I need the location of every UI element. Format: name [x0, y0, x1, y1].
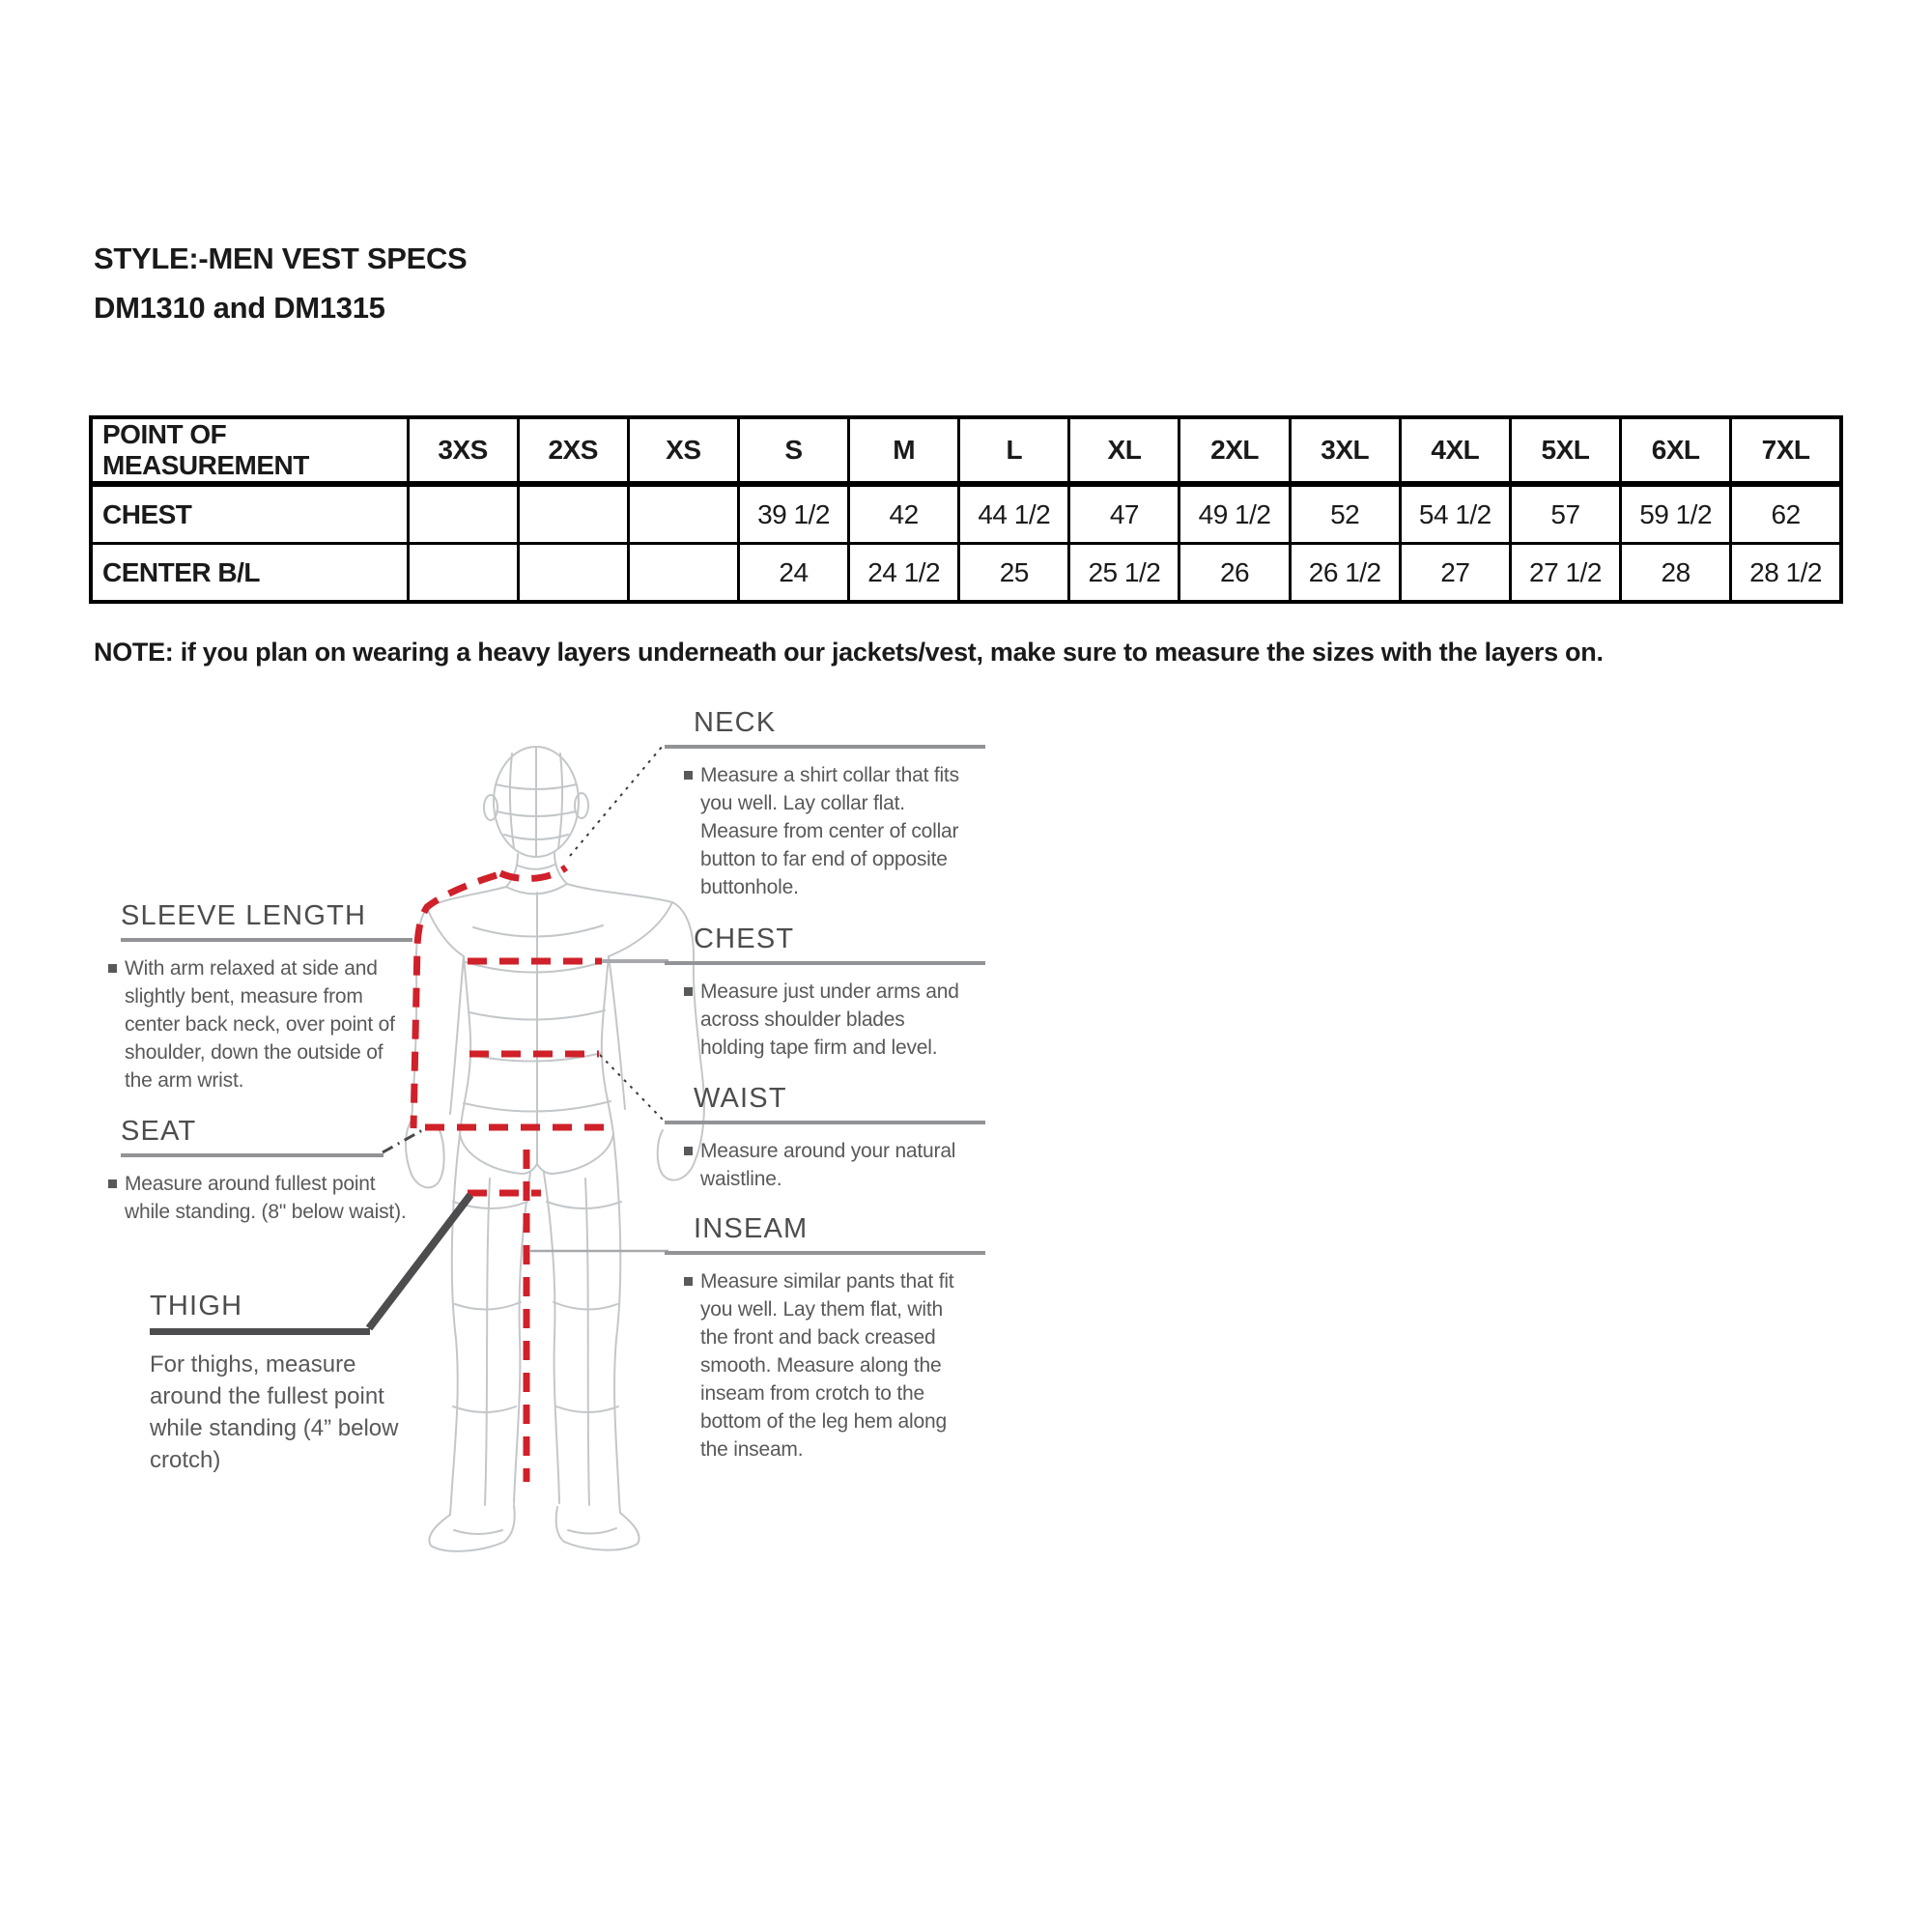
inseam-description: Measure similar pants that fit you well. Lay them flat, with the front and back creased smooth. Measure along the inseam from crotch to the bottom of the leg hem along the inseam.	[684, 1267, 974, 1463]
column-header-s: S	[738, 417, 848, 484]
bullet-square-icon	[684, 987, 693, 996]
chest-m: 42	[849, 484, 959, 544]
column-header-xl: XL	[1069, 417, 1179, 484]
bullet-square-icon	[108, 964, 117, 973]
column-header-point-of-measurement: POINT OF MEASUREMENT	[91, 417, 408, 484]
chest-xl: 47	[1069, 484, 1179, 544]
centerbl-m: 24 1/2	[849, 544, 959, 603]
chest-4xl: 54 1/2	[1400, 484, 1510, 544]
thigh-heading: THIGH	[150, 1291, 243, 1321]
chest-l: 44 1/2	[959, 484, 1069, 544]
neck-description: Measure a shirt collar that fits you well. Lay collar flat. Measure from center of collar button to far end of opposite buttonhole.	[684, 761, 974, 901]
centerbl-2xs	[518, 544, 628, 603]
chest-description: Measure just under arms and across shoulder blades holding tape firm and level.	[684, 978, 974, 1062]
chest-3xs	[408, 484, 518, 544]
chest-heading: CHEST	[694, 923, 795, 954]
column-header-3xl: 3XL	[1290, 417, 1400, 484]
column-header-6xl: 6XL	[1621, 417, 1731, 484]
chest-xs	[628, 484, 738, 544]
chest-5xl: 57	[1510, 484, 1620, 544]
chest-s: 39 1/2	[738, 484, 848, 544]
sleeve-measure-line	[413, 875, 497, 1128]
column-header-7xl: 7XL	[1731, 417, 1841, 484]
centerbl-xl: 25 1/2	[1069, 544, 1179, 603]
bullet-square-icon	[108, 1179, 117, 1188]
chest-2xs	[518, 484, 628, 544]
label-block-chest	[665, 923, 985, 1062]
inseam-heading: INSEAM	[694, 1213, 809, 1244]
seat-rule	[121, 1153, 384, 1157]
sleeve-length-heading: SLEEVE LENGTH	[121, 900, 367, 931]
chest-2xl: 49 1/2	[1179, 484, 1290, 544]
chest-3xl: 52	[1290, 484, 1400, 544]
label-block-sleeve-length	[106, 900, 425, 1094]
row-label-center-bl: CENTER B/L	[91, 544, 408, 603]
size-spec-table	[89, 415, 1843, 604]
label-block-waist	[665, 1083, 985, 1193]
centerbl-6xl: 28	[1621, 544, 1731, 603]
waist-description: Measure around your natural waistline.	[684, 1137, 974, 1193]
column-header-l: L	[959, 417, 1069, 484]
centerbl-7xl: 28 1/2	[1731, 544, 1841, 603]
centerbl-xs	[628, 544, 738, 603]
thigh-description: For thighs, measure around the fullest point while standing (4” below crotch)	[150, 1351, 399, 1473]
neck-rule	[665, 745, 985, 749]
seat-heading: SEAT	[121, 1116, 197, 1147]
waist-heading: WAIST	[694, 1083, 787, 1114]
centerbl-5xl: 27 1/2	[1510, 544, 1620, 603]
centerbl-l: 25	[959, 544, 1069, 603]
row-label-chest: CHEST	[91, 484, 408, 544]
centerbl-s: 24	[738, 544, 848, 603]
bullet-square-icon	[684, 771, 693, 780]
waist-rule	[665, 1121, 985, 1124]
chest-6xl: 59 1/2	[1621, 484, 1731, 544]
measurement-diagram	[87, 703, 987, 1555]
column-header-m: M	[849, 417, 959, 484]
inseam-rule	[665, 1251, 985, 1255]
column-header-xs: XS	[628, 417, 738, 484]
chest-rule	[665, 961, 985, 965]
table-row-chest	[91, 484, 1841, 544]
sleeve-length-rule	[121, 938, 412, 942]
column-header-2xl: 2XL	[1179, 417, 1290, 484]
neck-heading: NECK	[694, 707, 777, 738]
centerbl-4xl: 27	[1400, 544, 1510, 603]
column-header-5xl: 5XL	[1510, 417, 1620, 484]
table-row-center-bl	[91, 544, 1841, 603]
label-block-neck	[665, 707, 985, 901]
wireframe-mannequin	[406, 747, 704, 1551]
page-title: STYLE:-MEN VEST SPECS	[94, 242, 468, 275]
bullet-square-icon	[684, 1147, 693, 1155]
label-block-thigh	[150, 1291, 449, 1476]
label-block-inseam	[665, 1213, 985, 1463]
sleeve-length-description: With arm relaxed at side and slightly bent, measure from center back neck, over point of shoulder, down the outside of the arm wrist.	[108, 954, 408, 1094]
neck-leader-line	[570, 746, 663, 856]
centerbl-2xl: 26	[1179, 544, 1290, 603]
seat-description: Measure around fullest point while standing. (8" below waist).	[108, 1170, 408, 1226]
chest-7xl: 62	[1731, 484, 1841, 544]
label-block-seat	[106, 1116, 425, 1226]
thigh-rule	[150, 1328, 370, 1335]
column-header-2xs: 2XS	[518, 417, 628, 484]
table-header-row	[91, 417, 1841, 484]
layering-note: NOTE: if you plan on wearing a heavy layers underneath our jackets/vest, make sure to measure the sizes with the layers on.	[94, 638, 1604, 667]
column-header-3xs: 3XS	[408, 417, 518, 484]
bullet-square-icon	[684, 1277, 693, 1286]
style-codes: DM1310 and DM1315	[94, 291, 385, 325]
column-header-4xl: 4XL	[1400, 417, 1510, 484]
centerbl-3xs	[408, 544, 518, 603]
centerbl-3xl: 26 1/2	[1290, 544, 1400, 603]
